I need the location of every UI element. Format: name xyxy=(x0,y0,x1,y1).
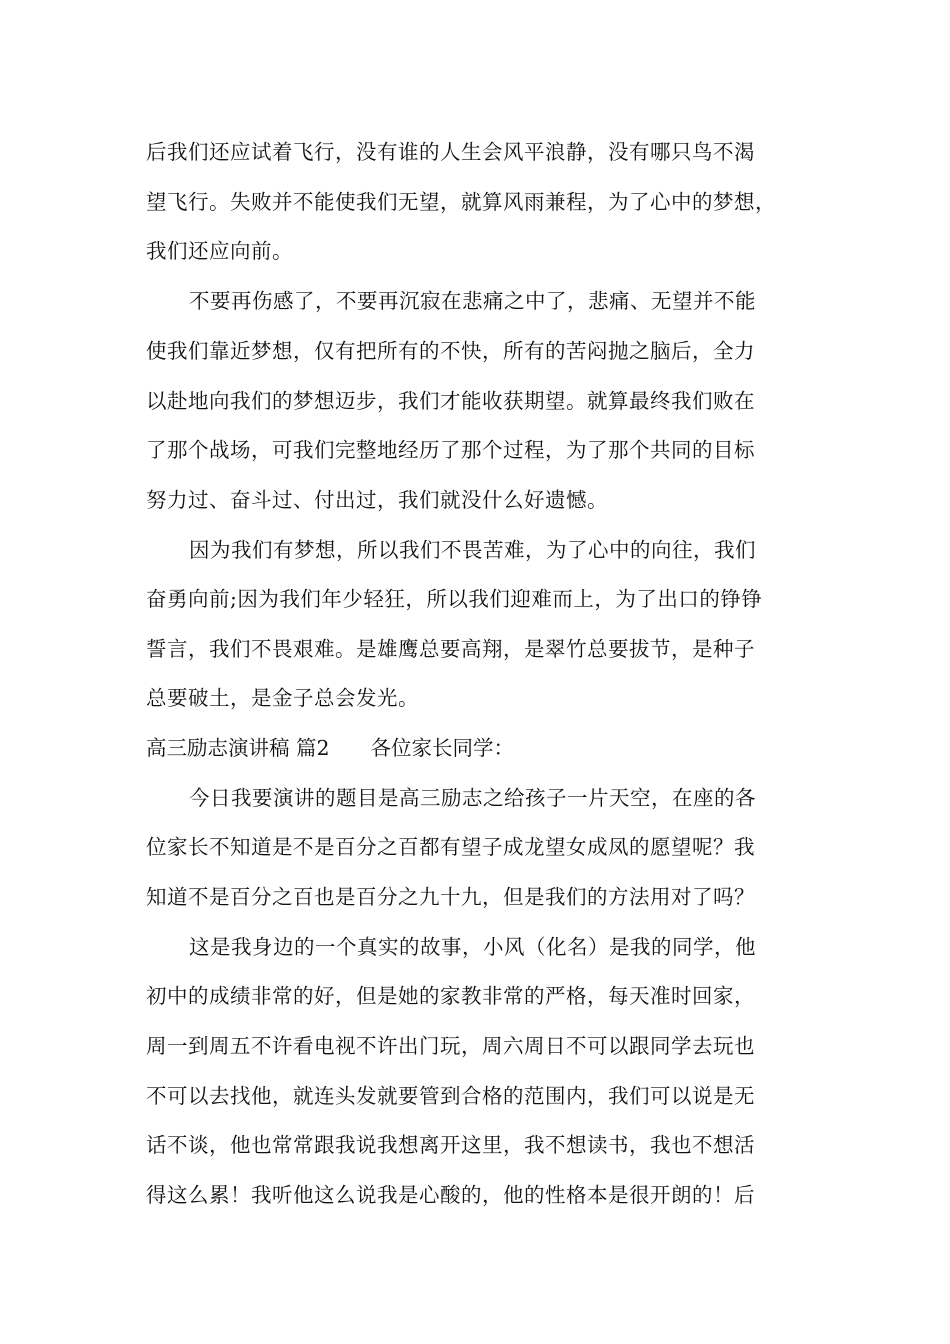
text-line: 努力过、奋斗过、付出过，我们就没什么好遗憾。 xyxy=(146,488,608,512)
text-line: 初中的成绩非常的好，但是她的家教非常的严格，每天准时回家， xyxy=(146,984,755,1008)
text-line: 使我们靠近梦想，仅有把所有的不快，所有的苦闷抛之脑后，全力 xyxy=(146,339,755,363)
text-line: 了那个战场，可我们完整地经历了那个过程，为了那个共同的目标 xyxy=(146,438,755,462)
paragraph-first-line: 因为我们有梦想，所以我们不畏苦难，为了心中的向往，我们 xyxy=(189,538,756,562)
text-line: 位家长不知道是不是百分之百都有望子成龙望女成凤的愿望呢？我 xyxy=(146,835,755,859)
paragraph-first-line: 不要再伤感了，不要再沉寂在悲痛之中了，悲痛、无望并不能 xyxy=(189,289,756,313)
text-line: 我们还应向前。 xyxy=(146,239,293,263)
section-heading: 高三励志演讲稿 篇2 各位家长同学： xyxy=(146,736,515,760)
paragraph-first-line: 今日我要演讲的题目是高三励志之给孩子一片天空，在座的各 xyxy=(189,786,756,810)
text-line: 不可以去找他，就连头发就要管到合格的范围内，我们可以说是无 xyxy=(146,1084,755,1108)
text-line: 得这么累！我听他这么说我是心酸的，他的性格本是很开朗的！后 xyxy=(146,1183,755,1207)
text-line: 望飞行。失败并不能使我们无望，就算风雨兼程，为了心中的梦想， xyxy=(146,190,776,214)
text-line: 总要破土，是金子总会发光。 xyxy=(146,686,419,710)
text-line: 誓言，我们不畏艰难。是雄鹰总要高翔，是翠竹总要拔节，是种子 xyxy=(146,637,755,661)
text-line: 奋勇向前;因为我们年少轻狂，所以我们迎难而上，为了出口的铮铮 xyxy=(146,587,763,611)
text-line: 周一到周五不许看电视不许出门玩，周六周日不可以跟同学去玩也 xyxy=(146,1034,755,1058)
paragraph-first-line: 这是我身边的一个真实的故事，小风（化名）是我的同学，他 xyxy=(189,935,756,959)
text-line: 后我们还应试着飞行，没有谁的人生会风平浪静，没有哪只鸟不渴 xyxy=(146,140,755,164)
text-line: 以赴地向我们的梦想迈步，我们才能收获期望。就算最终我们败在 xyxy=(146,389,755,413)
text-line: 知道不是百分之百也是百分之九十九，但是我们的方法用对了吗？ xyxy=(146,885,755,909)
text-line: 话不谈，他也常常跟我说我想离开这里，我不想读书，我也不想活 xyxy=(146,1133,755,1157)
